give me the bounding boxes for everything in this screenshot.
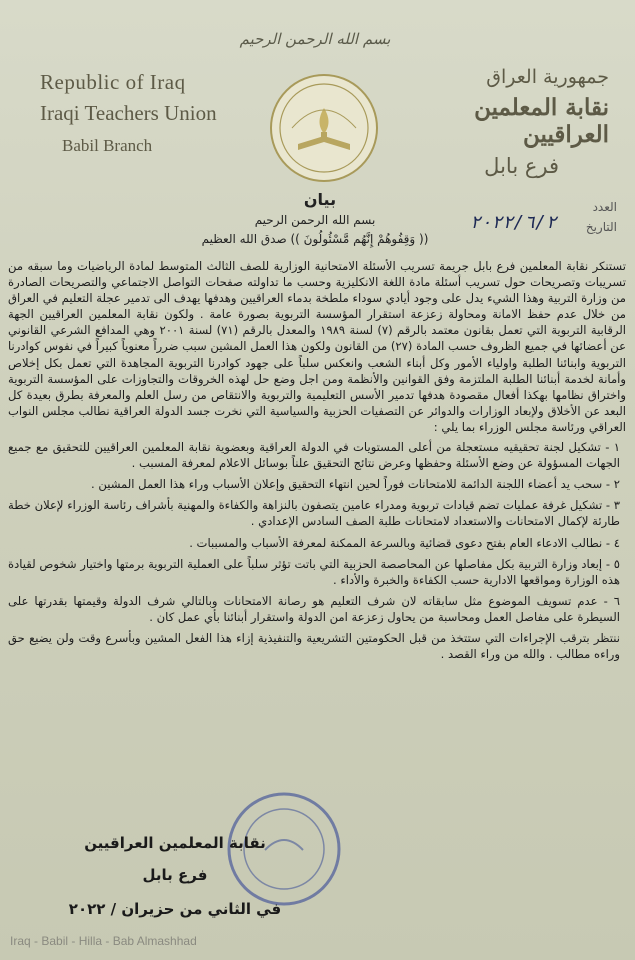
intro-paragraph: تستنكر نقابة المعلمين فرع بابل جريمة تسريب الأسئلة الامتحانية الوزارية للصف الثالث المتوسط لمادة الرياضيات وما سبقه من تسريبات وتصريحات حول تسريب أسئلة مادة اللغة الانكليزية وحسب ما تداولته صفحات التواصل الاجتماعي والتصريحات الصادرة من وزارة التربية وهذا الشيء يدل على وجود أيادي سوداء ملطخة بدماء العراقيين وهدفها يهدف الى تدمير عجلة التعليم في العراق من خلال عدم حفظ الامانة ومحاولة زعزعة استقرار المؤسسة التربوية بصورة عامة . ولكون نقابة المعلمين العراقيين الجهة الرقابية التربوية التي تعمل بقانون معتمد بالرقم (٧) لسنة ١٩٨٩ والمعدل بالرقم (٧١) لسنة ٢٠٠١ وهي المدافع الشرعي القانوني عن أعضائها في جميع الظروف حسب المادة (٢٧) من القانون ولكون هذا العمل المشين سبب ضرراً معنوياً كبيراً في نفوس كوادرنا التربوية وابنائنا الطلبة واولياء الأمور وكل أبناء الشعب وانعكس سلباً على جهود كوادرنا التربوية المجاهدة التي تعمل بكل إخلاص وأمانة لخدمة أبنائنا الطلبة الملتزمة وفق القوانين والأنظمة ومن اجل وضع حل لهذه الخروقات والتجاوزات على المؤسسة التربوية واختراق نظامها بهكذا أفعال مقصودة هدفها تدمير الأسس التعليمية والتربوية والانتقاص من رسل العلم والمعرفة بطرق بعيدة كل البعد عن الأخلاق ولإبعاد الوزارات والدوائر عن التصفيات الحزبية والسياسية التي نخرت جسد الدولة العراقية نطالب مجلس النواب العراقي ورئاسة مجلس الوزراء بما يلي :: [8, 259, 627, 434]
en-country: Republic of Iraq: [40, 70, 186, 94]
date-label: التاريخ: [585, 220, 617, 234]
en-union-name: Iraqi Teachers Union: [40, 101, 217, 125]
en-branch: Babil Branch: [62, 136, 153, 155]
demand-item: ٤ - نطالب الادعاء العام بفتح دعوى قضائية وبالسرعة الممكنة لمعرفة الأسباب والمسببات .: [189, 535, 620, 550]
body-basmala: بسم الله الرحمن الرحيم: [254, 213, 376, 227]
quran-verse: (( وَقِفُوهُمْ إِنَّهُم مَّسْئُولُونَ )) صدق الله العظيم: [201, 232, 429, 246]
footer-address: Iraq - Babil - Hilla - Bab Almashhad: [10, 934, 197, 948]
union-logo-icon: [268, 72, 380, 184]
demand-item: ٦ - عدم تسويف الموضوع مثل سابقاته لان شرف التعليم هو رصانة الامتحانات وبالتالي شرف الدولة وقيمتها بقدرتها على السيطرة على مفاصل العمل ومحاسبة من يحاول زعزعة امن الدولة واستقرار أبنائنا بأي عمل كان .: [8, 593, 620, 624]
demand-item: ٢ - سحب يد أعضاء اللجنة الدائمة للامتحانات فوراً لحين انتهاء التحقيق وإعلان الأسباب وراء هذا العمل المشين .: [91, 477, 620, 492]
ar-country: جمهورية العراق: [486, 66, 609, 88]
handwritten-date: ٢٠٢٢/٦/٢: [470, 212, 557, 233]
document-title: بيان: [303, 190, 337, 209]
header-basmala: بسم الله الرحمن الرحيم: [239, 30, 391, 48]
demand-item: ٣ - تشكيل غرفة عمليات تضم قيادات تربوية ومدراء عامين يتصفون بالنزاهة والكفاءة والمهنية بأشراف رئاسة الوزراء لإعلان خطة طارئة لإكمال الامتحانات والاستعداد لامتحانات طلبة الصف السادس الإعدادي .: [8, 498, 620, 529]
signature-date: في الثاني من حزيران / ٢٠٢٢: [68, 900, 282, 918]
arabic-letterhead: [399, 66, 609, 178]
ar-union-name: نقابة المعلمين العراقيين: [474, 94, 609, 148]
ar-branch: فرع بابل: [484, 154, 559, 178]
demand-item: ١ - تشكيل لجنة تحقيقيه مستعجلة من أعلى المستويات في الدولة العراقية وبعضوية نقابة المعلمين العراقيين للتحقيق مع جميع الجهات المسؤولة عن وضع الأسئلة وحفظها وعرض نتائج التحقيق علناً بوسائل الاعلام لمعرفة المسبب .: [8, 440, 620, 471]
closing-line: ننتظر بترقب الإجراءات التي ستتخذ من قبل الحكومتين التشريعية والتنفيذية إزاء هذا الفعل المشين وبأسرع وقت ولن يضيع حق وراءه مطالب . والله من وراء القصد .: [8, 630, 620, 662]
statement-body: [8, 258, 626, 667]
english-letterhead: [40, 70, 230, 156]
demand-item: ٥ - إبعاد وزارة التربية بكل مفاصلها عن المحاصصة الحزبية التي باتت تؤثر سلباً على العملية التربوية برمتها واختيار شخوص لقيادة هذه الوزارة ومواقعها الادارية حسب الكفاءة والخبرة والأداء .: [8, 556, 620, 587]
demands-list: [8, 439, 626, 662]
reference-number-label: العدد: [592, 200, 617, 214]
signature-union: نقابة المعلمين العراقيين: [84, 834, 266, 852]
signature-branch: فرع بابل: [142, 866, 208, 884]
